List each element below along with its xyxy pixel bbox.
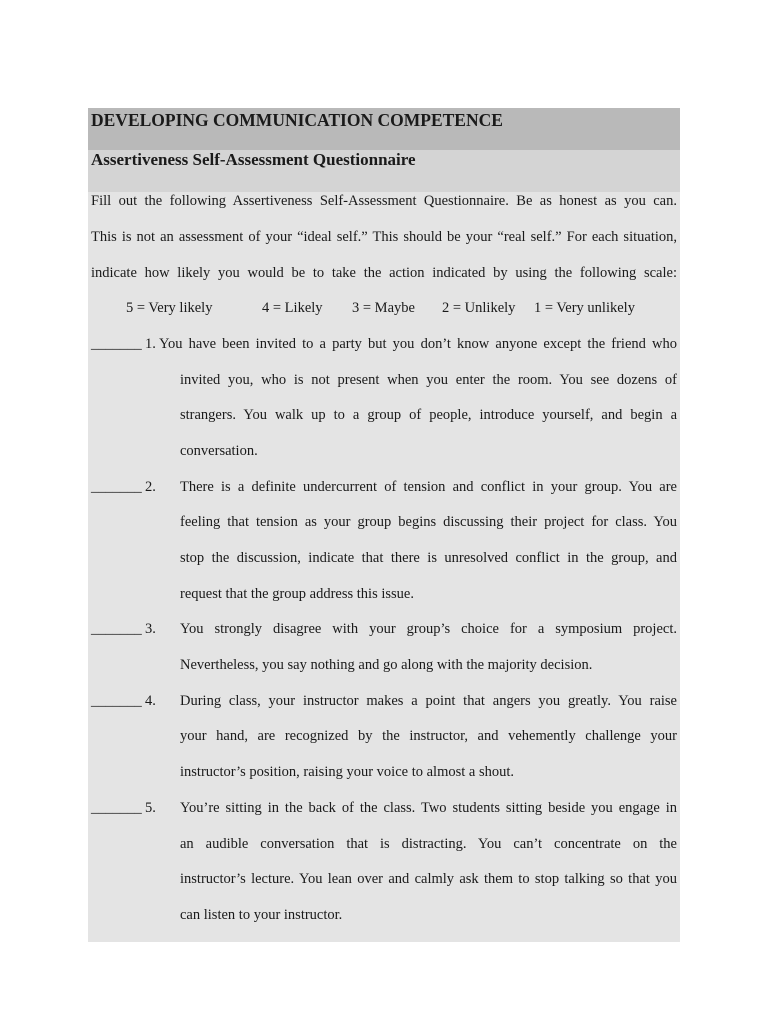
item-text-line: feeling that tension as your group begins discussing their project for class. You — [180, 514, 677, 530]
intro-line: This is not an assessment of your “ideal self.” This should be your “real self.” For each situation, — [91, 229, 677, 245]
item-text-line: You strongly disagree with your group’s choice for a symposium project. — [180, 621, 677, 637]
item-text-line: instructor’s lecture. You lean over and calmly ask them to stop talking so that you — [180, 871, 677, 887]
item-text-line: You’re sitting in the back of the class. Two students sitting beside you engage in — [180, 800, 677, 816]
answer-blank[interactable]: _______ — [91, 336, 142, 352]
item-text-line: your hand, are recognized by the instructor, and vehemently challenge your — [180, 728, 677, 744]
item-text-line: You have been invited to a party but you don’t know anyone except the friend who — [159, 336, 677, 352]
intro-line: Fill out the following Assertiveness Self-Assessment Questionnaire. Be as honest as you can. — [91, 193, 677, 209]
scale-option: 4 = Likely — [262, 300, 323, 316]
item-number: 2. — [145, 479, 156, 495]
answer-blank[interactable]: _______ — [91, 479, 142, 495]
scale-option: 3 = Maybe — [352, 300, 415, 316]
answer-blank[interactable]: _______ — [91, 800, 142, 816]
item-text-line: can listen to your instructor. — [180, 907, 343, 923]
item-text-line: During class, your instructor makes a point that angers you greatly. You raise — [180, 693, 677, 709]
item-text-line: instructor’s position, raising your voice to almost a shout. — [180, 764, 515, 780]
scale-option: 2 = Unlikely — [442, 300, 516, 316]
item-text-line: request that the group address this issue. — [180, 586, 414, 602]
item-number: 3. — [145, 621, 156, 637]
document-title: DEVELOPING COMMUNICATION COMPETENCE — [91, 110, 503, 130]
item-text-line: There is a definite undercurrent of tension and conflict in your group. You are — [180, 479, 677, 495]
item-text-line: invited you, who is not present when you enter the room. You see dozens of — [180, 372, 677, 388]
item-text-line: stop the discussion, indicate that there is unresolved conflict in the group, and — [180, 550, 677, 566]
questionnaire-title: Assertiveness Self-Assessment Questionnaire — [91, 150, 416, 169]
document-page — [88, 108, 680, 942]
item-text-line: Nevertheless, you say nothing and go along with the majority decision. — [180, 657, 593, 673]
answer-blank[interactable]: _______ — [91, 693, 142, 709]
item-number: 1. — [145, 336, 156, 352]
answer-blank[interactable]: _______ — [91, 621, 142, 637]
item-number: 4. — [145, 693, 156, 709]
scale-option: 5 = Very likely — [126, 300, 213, 316]
item-text-line: conversation. — [180, 443, 258, 459]
item-number: 5. — [145, 800, 156, 816]
item-text-line: an audible conversation that is distracting. You can’t concentrate on the — [180, 836, 677, 852]
intro-line: indicate how likely you would be to take the action indicated by using the following scale: — [91, 265, 677, 281]
scale-option: 1 = Very unlikely — [534, 300, 635, 316]
item-text-line: strangers. You walk up to a group of people, introduce yourself, and begin a — [180, 407, 677, 423]
